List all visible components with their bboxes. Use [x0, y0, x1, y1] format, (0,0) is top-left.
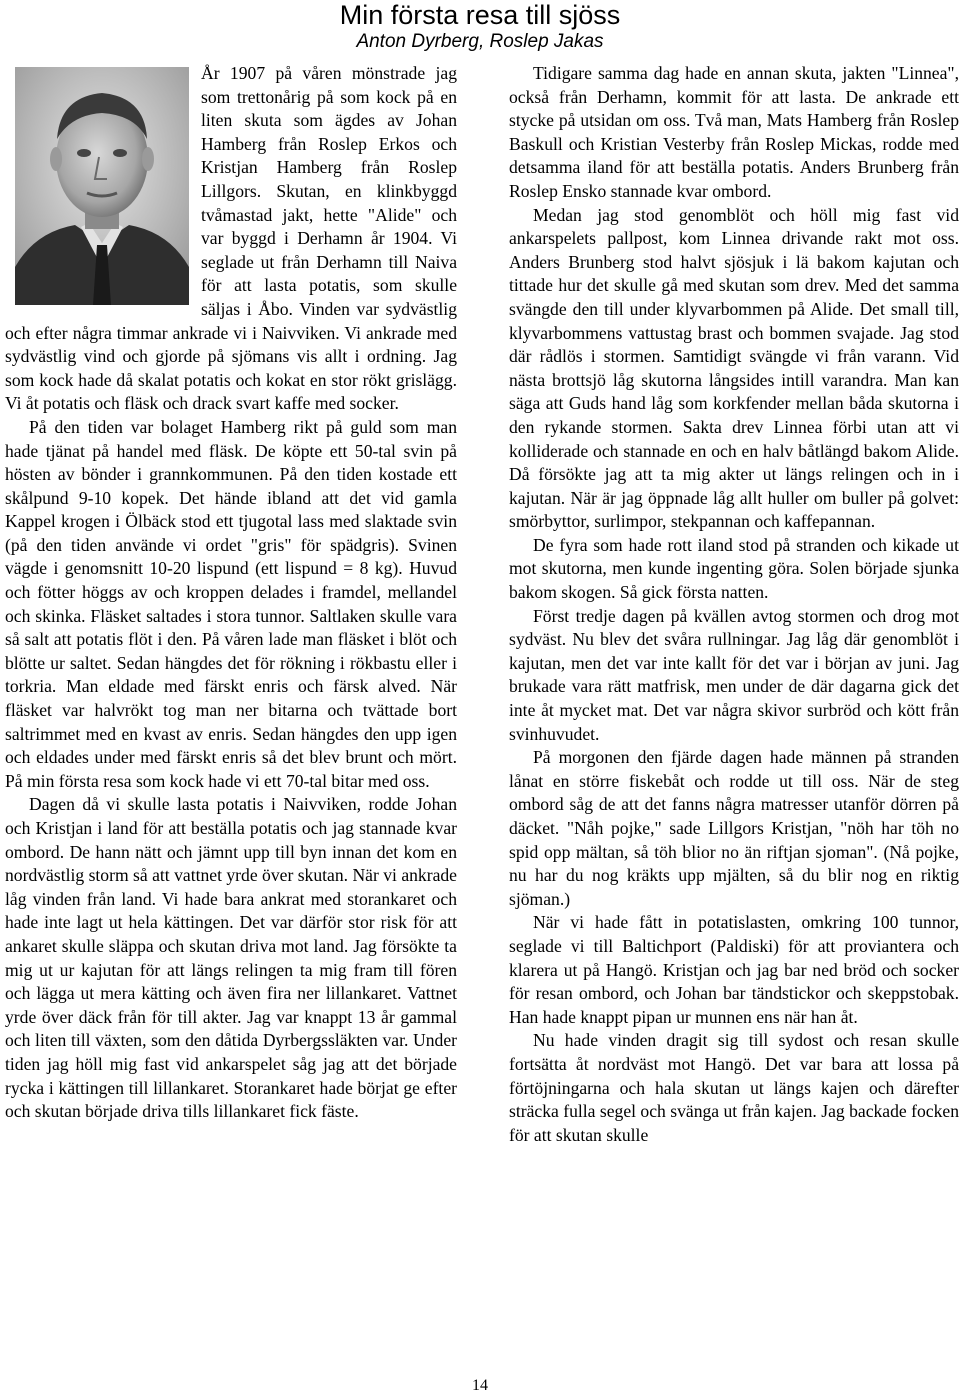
- paragraph: På den tiden var bolaget Hamberg rikt på guld som man hade tjänat på handel med fläsk. De köpte ett 50-tal svin på hösten av bönder i grannkommunen. På den tiden kostade ett skålpund 9-10 kopek. Det hände ibland att det vid gamla Kappel krogen i Ölbäck stod ett tjugotal lass med slaktade svin (på den tiden använde vi ordet "gris" för spädgris). Svinen vägde i genomsnitt 10-20 lispund (ett lispund = 8 kg). Huvud och fötter höggs av och kroppen delades i framdel, mellandel och skinka. Fläsket saltades i stora tunnor. Saltlaken skulle vara så salt att potatis flöt i den. På våren lade man fläsket i blöt och blötte ur saltet. Sedan hängdes det för rökning i rökbastu eller i torkria. Man eldade med färskt enris och färsk alved. När fläsket var halvrökt tog man ner bitarna och tvättade bort saltrimmet med en kvast av enris. Sedan hängdes den upp igen och eldades under med färskt enris så det blev brunt och mört. På min första resa som kock hade vi ett 70-tal bitar med oss.: [5, 416, 457, 791]
- paragraph: Nu hade vinden dragit sig till sydost och resan skulle fortsätta åt nordväst mot Hangö. Det var bara att lossa på förtöjningarna och hala skutan ut längs kajen och därefter sträcka fulla segel och svänga ut från kajen. Jag backade focken för att skutan skulle: [509, 1030, 959, 1145]
- paragraph: Först tredje dagen på kvällen avtog stormen och drog mot sydväst. Nu blev det svåra rullningar. Jag låg där genomblöt i kajutan, men det var inte kallt för det var i början av juni. Jag brukade vara rätt matfrisk, men under de där dagarna gick det inte åt mycket mat. Det var några skivor surbröd och kött från svinhuvudet.: [509, 605, 959, 744]
- right-column: [509, 62, 959, 1147]
- article-title: Min första resa till sjöss: [339, 0, 621, 30]
- left-column: [5, 62, 457, 1124]
- author-portrait-photo: [15, 67, 189, 305]
- paragraph: Medan jag stod genomblöt och höll mig fast vid ankarspelets pallpost, kom Linnea drivande rakt mot oss. Anders Brunberg stod halvt sjösjuk i lä bakom kajutan och tittade hur det skulle gå med skutan som drev. Med det samma svängde den till under klyvarbommen på Alide. Det small till, klyvarbommens vattustag brast och bommen svajade. Jag stod där rådlös i stormen. Samtidigt svängde vi från varann. Vid nästa brottsjö låg skutorna långsides intill varandra. Man kan säga att Guds hand låg som korkfender mellan båda skutorna i den rykande stormen. Sakta drev Linnea förbi utan att vi kolliderade och stannade en och en halv båtlängd bakom Alide. Då försökte jag att ta mig akter ut längs relingen och in i kajutan. När är jag öppnade låg allt huller om buller på golvet: smörbyttor, surlimpor, stekpannan och kaffepannan.: [509, 204, 959, 532]
- article-header: [0, 0, 960, 53]
- page-number: 14: [472, 1377, 488, 1394]
- paragraph: År 1907 på våren mönstrade jag som trettonårig på som kock på en liten skuta som ägdes av Johan Hamberg från Roslep Erkos och Kristjan Hamberg från Roslep Lillgors. Skutan, en klinkbyggd tvåmastad jakt, hette "Alide" och var byggd i Derhamn år 1904. Vi seglade ut från Derhamn till Naiva för att lasta potatis, som skulle säljas i Åbo. Vinden var sydvästlig och efter några timmar ankrade vi i Naivviken. Vi ankrade med sydvästlig vind och gjorde på sjömans vis allt i ordning. Jag som kock hade då skalat potatis och kokat en stor rökt grislägg. Vi åt potatis och fläsk och drack svart kaffe med socker.: [5, 63, 457, 414]
- article-author: Anton Dyrberg, Roslep Jakas: [356, 31, 604, 52]
- portrait-image: [15, 67, 189, 305]
- paragraph: När vi hade fått in potatislasten, omkring 100 tunnor, seglade vi till Baltichport (Paldiski) för att proviantera och klarera ut på Hangö. Kristjan och jag bar ned bröd och socker för resan ombord, och Johan bar tändstickor och skeppstobak. Han hade knappt pipan ur munnen ens när han åt.: [509, 912, 959, 1027]
- paragraph: De fyra som hade rott iland stod på stranden och kikade ut mot skutorna, men kunde ingenting göra. Solen började sjunka bakom skogen. Så gick första natten.: [509, 534, 959, 603]
- paragraph: Tidigare samma dag hade en annan skuta, jakten "Linnea", också från Derhamn, kommit för att lasta. De ankrade ett stycke på utsidan om oss. Två man, Mats Hamberg från Roslep Baskull och Kristian Vesterby från Roslep Mickas, rodde med detsamma iland för att beställa potatis. Anders Brunberg från Roslep Ensko stannade kvar ombord.: [509, 63, 959, 201]
- paragraph: På morgonen den fjärde dagen hade männen på stranden lånat en större fiskebåt och rodde ut till oss. När de steg ombord såg de att det fanns några matresser utanför dörren på däcket. "Nåh pojke," sade Lillgors Kristjan, "nöh har töh no spid opp mältan, så töh blior no än riftjan sjoman". (Nå pojke, nu har du nog kräkts upp mjälten, så du blir nog en riktig sjöman.): [509, 747, 959, 909]
- paragraph: Dagen då vi skulle lasta potatis i Naivviken, rodde Johan och Kristjan i land för att beställa potatis och jag stannade kvar ombord. De hann nätt och jämnt upp till byn innan det kom en nordvästlig storm så att vattnet yrde över skutan. När vi ankrade låg vinden från land. Vi hade bara ankrat med storankaret och hade inte lagt ut hela kättingen. Det var därför stor risk för att ankaret skulle släppa och skutan driva mot land. Jag försökte ta mig ut ur kajutan för att längs relingen ta mig fram till fören och lägga ut mera kätting och även fira ner lillankaret. Vattnet yrde över däck från för till akter. Jag var knappt 13 år gammal och liten till växten, som den dåtida Dyrbergssläkten var. Under tiden jag höll mig fast vid ankarspelet såg jag att det började rycka i kättingen till lillankaret. Storankaret hade börjat ge efter och skutan började driva tills lillankaret fick fäste.: [5, 794, 457, 1122]
